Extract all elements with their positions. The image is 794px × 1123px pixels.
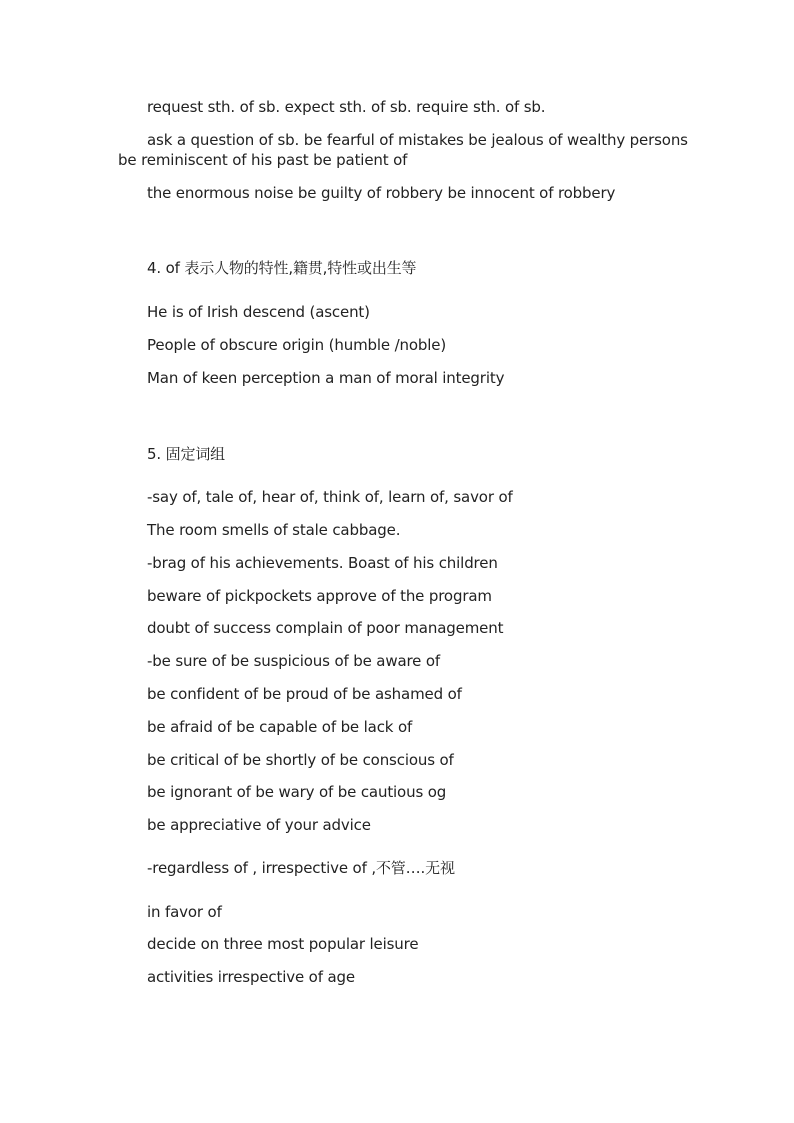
example-line: Man of keen perception a man of moral integrity xyxy=(147,369,505,387)
phrase-line: -regardless of , irrespective of ,不管….无视 xyxy=(147,859,455,877)
phrase-line: -brag of his achievements. Boast of his children xyxy=(147,554,498,572)
example-line: He is of Irish descend (ascent) xyxy=(147,303,370,321)
phrase-line: beware of pickpockets approve of the program xyxy=(147,587,492,605)
phrase-line: be appreciative of your advice xyxy=(147,816,371,834)
phrase-line: be confident of be proud of be ashamed of xyxy=(147,685,462,703)
phrase-line: in favor of xyxy=(147,903,222,921)
phrase-line: -be sure of be suspicious of be aware of xyxy=(147,652,441,670)
paragraph-line: ask a question of sb. be fearful of mistakes be jealous of wealthy persons xyxy=(147,131,688,149)
phrase-line: be afraid of be capable of be lack of xyxy=(147,718,413,736)
phrase-line: activities irrespective of age xyxy=(147,968,355,986)
phrase-line: The room smells of stale cabbage. xyxy=(147,521,401,539)
phrase-line: decide on three most popular leisure xyxy=(147,935,419,953)
phrase-line: doubt of success complain of poor management xyxy=(147,619,504,637)
phrase-line: be ignorant of be wary of be cautious og xyxy=(147,783,447,801)
paragraph-line: the enormous noise be guilty of robbery be innocent of robbery xyxy=(147,184,616,202)
paragraph-line: be reminiscent of his past be patient of xyxy=(118,151,408,169)
section-heading: 5. 固定词组 xyxy=(147,445,226,463)
section-heading: 4. of 表示人物的特性,籍贯,特性或出生等 xyxy=(147,259,417,277)
paragraph-line: request sth. of sb. expect sth. of sb. require sth. of sb. xyxy=(147,98,546,116)
phrase-line: be critical of be shortly of be conscious of xyxy=(147,751,454,769)
phrase-line: -say of, tale of, hear of, think of, learn of, savor of xyxy=(147,488,513,506)
example-line: People of obscure origin (humble /noble) xyxy=(147,336,447,354)
